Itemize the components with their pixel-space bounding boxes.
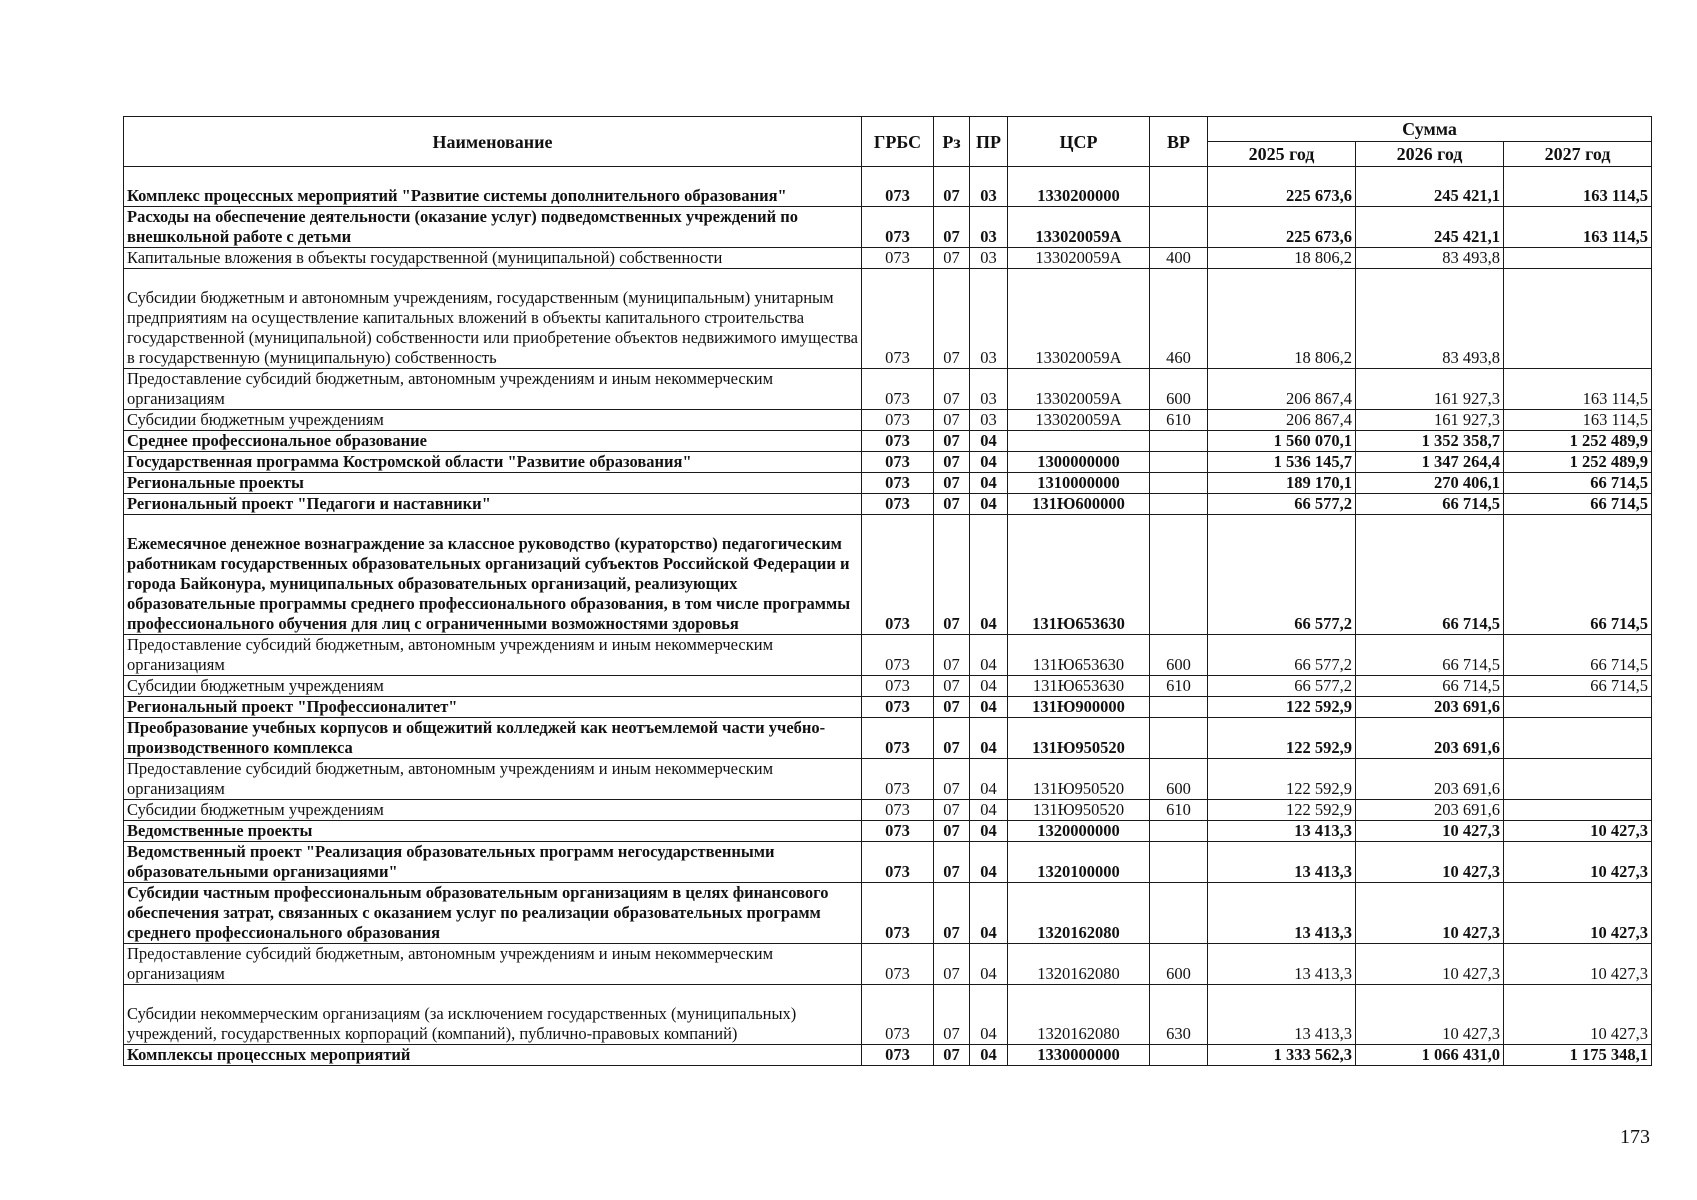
table-row bbox=[124, 635, 1652, 676]
cell-sum-2025: 189 170,1 bbox=[1208, 473, 1356, 494]
header-year-2027: 2027 год bbox=[1504, 142, 1652, 167]
cell-sum-2027: 66 714,5 bbox=[1504, 676, 1652, 697]
cell-pr: 04 bbox=[970, 515, 1008, 635]
cell-csr: 1320162080 bbox=[1008, 985, 1150, 1045]
table-row bbox=[124, 697, 1652, 718]
cell-sum-2026: 1 347 264,4 bbox=[1356, 452, 1504, 473]
cell-pr: 04 bbox=[970, 452, 1008, 473]
table-row bbox=[124, 452, 1652, 473]
cell-sum-2026: 203 691,6 bbox=[1356, 697, 1504, 718]
cell-name: Среднее профессиональное образование bbox=[124, 431, 862, 452]
cell-csr: 1300000000 bbox=[1008, 452, 1150, 473]
cell-sum-2025: 13 413,3 bbox=[1208, 883, 1356, 944]
cell-sum-2027 bbox=[1504, 718, 1652, 759]
cell-csr: 1330200000 bbox=[1008, 167, 1150, 207]
cell-rz: 07 bbox=[934, 452, 970, 473]
cell-grbs: 073 bbox=[862, 718, 934, 759]
table-row bbox=[124, 800, 1652, 821]
cell-sum-2026: 66 714,5 bbox=[1356, 515, 1504, 635]
cell-pr: 03 bbox=[970, 410, 1008, 431]
table-row bbox=[124, 676, 1652, 697]
cell-sum-2027: 163 114,5 bbox=[1504, 369, 1652, 410]
cell-pr: 04 bbox=[970, 759, 1008, 800]
cell-vr: 610 bbox=[1150, 676, 1208, 697]
cell-rz: 07 bbox=[934, 718, 970, 759]
cell-sum-2026: 66 714,5 bbox=[1356, 635, 1504, 676]
cell-csr: 1310000000 bbox=[1008, 473, 1150, 494]
cell-rz: 07 bbox=[934, 369, 970, 410]
cell-sum-2025: 206 867,4 bbox=[1208, 410, 1356, 431]
cell-pr: 04 bbox=[970, 800, 1008, 821]
table-row bbox=[124, 207, 1652, 248]
cell-name: Субсидии частным профессиональным образовательным организациям в целях финансового обеспечения затрат, связанных с оказанием услуг по реализации образовательных программ среднего профессионального образования bbox=[124, 883, 862, 944]
cell-sum-2026: 245 421,1 bbox=[1356, 207, 1504, 248]
table-row bbox=[124, 1045, 1652, 1066]
header-csr: ЦСР bbox=[1008, 117, 1150, 167]
table-row bbox=[124, 248, 1652, 269]
header-vr: ВР bbox=[1150, 117, 1208, 167]
cell-pr: 04 bbox=[970, 1045, 1008, 1066]
cell-sum-2027: 10 427,3 bbox=[1504, 842, 1652, 883]
cell-sum-2027: 10 427,3 bbox=[1504, 985, 1652, 1045]
cell-sum-2026: 10 427,3 bbox=[1356, 821, 1504, 842]
cell-sum-2025: 1 333 562,3 bbox=[1208, 1045, 1356, 1066]
cell-vr bbox=[1150, 515, 1208, 635]
cell-csr: 131Ю950520 bbox=[1008, 759, 1150, 800]
cell-sum-2027 bbox=[1504, 759, 1652, 800]
cell-sum-2026: 10 427,3 bbox=[1356, 883, 1504, 944]
cell-pr: 04 bbox=[970, 473, 1008, 494]
cell-vr: 600 bbox=[1150, 759, 1208, 800]
cell-pr: 04 bbox=[970, 842, 1008, 883]
cell-pr: 04 bbox=[970, 944, 1008, 985]
cell-sum-2027 bbox=[1504, 269, 1652, 369]
cell-csr: 131Ю950520 bbox=[1008, 718, 1150, 759]
cell-grbs: 073 bbox=[862, 883, 934, 944]
cell-sum-2027: 66 714,5 bbox=[1504, 515, 1652, 635]
cell-sum-2027: 66 714,5 bbox=[1504, 635, 1652, 676]
cell-sum-2025: 1 536 145,7 bbox=[1208, 452, 1356, 473]
cell-name: Капитальные вложения в объекты государственной (муниципальной) собственности bbox=[124, 248, 862, 269]
cell-sum-2027: 10 427,3 bbox=[1504, 883, 1652, 944]
table-row bbox=[124, 369, 1652, 410]
cell-pr: 04 bbox=[970, 676, 1008, 697]
cell-sum-2025: 66 577,2 bbox=[1208, 635, 1356, 676]
cell-grbs: 073 bbox=[862, 985, 934, 1045]
cell-rz: 07 bbox=[934, 635, 970, 676]
header-sum: Сумма bbox=[1208, 117, 1652, 142]
cell-name: Предоставление субсидий бюджетным, автономным учреждениям и иным некоммерческим организациям bbox=[124, 944, 862, 985]
cell-sum-2026: 66 714,5 bbox=[1356, 676, 1504, 697]
cell-vr: 610 bbox=[1150, 800, 1208, 821]
header-pr: ПР bbox=[970, 117, 1008, 167]
cell-name: Государственная программа Костромской области "Развитие образования" bbox=[124, 452, 862, 473]
table-row bbox=[124, 494, 1652, 515]
cell-sum-2025: 13 413,3 bbox=[1208, 985, 1356, 1045]
cell-vr bbox=[1150, 452, 1208, 473]
cell-sum-2027 bbox=[1504, 248, 1652, 269]
cell-rz: 07 bbox=[934, 269, 970, 369]
cell-pr: 04 bbox=[970, 635, 1008, 676]
budget-table bbox=[123, 116, 1652, 1066]
cell-name: Субсидии бюджетным учреждениям bbox=[124, 676, 862, 697]
cell-csr: 131Ю600000 bbox=[1008, 494, 1150, 515]
cell-sum-2026: 66 714,5 bbox=[1356, 494, 1504, 515]
cell-grbs: 073 bbox=[862, 800, 934, 821]
cell-name: Ведомственные проекты bbox=[124, 821, 862, 842]
cell-vr bbox=[1150, 207, 1208, 248]
cell-sum-2025: 206 867,4 bbox=[1208, 369, 1356, 410]
cell-pr: 04 bbox=[970, 494, 1008, 515]
cell-rz: 07 bbox=[934, 676, 970, 697]
cell-grbs: 073 bbox=[862, 248, 934, 269]
cell-grbs: 073 bbox=[862, 697, 934, 718]
cell-pr: 04 bbox=[970, 821, 1008, 842]
cell-sum-2026: 203 691,6 bbox=[1356, 759, 1504, 800]
cell-name: Субсидии бюджетным учреждениям bbox=[124, 800, 862, 821]
cell-sum-2025: 122 592,9 bbox=[1208, 718, 1356, 759]
cell-grbs: 073 bbox=[862, 494, 934, 515]
cell-vr bbox=[1150, 1045, 1208, 1066]
cell-sum-2026: 10 427,3 bbox=[1356, 842, 1504, 883]
cell-grbs: 073 bbox=[862, 821, 934, 842]
cell-pr: 04 bbox=[970, 883, 1008, 944]
cell-rz: 07 bbox=[934, 167, 970, 207]
cell-rz: 07 bbox=[934, 883, 970, 944]
cell-csr: 1320100000 bbox=[1008, 842, 1150, 883]
cell-sum-2026: 83 493,8 bbox=[1356, 269, 1504, 369]
cell-vr bbox=[1150, 883, 1208, 944]
cell-rz: 07 bbox=[934, 515, 970, 635]
cell-csr: 131Ю653630 bbox=[1008, 676, 1150, 697]
cell-csr: 131Ю950520 bbox=[1008, 800, 1150, 821]
cell-csr bbox=[1008, 431, 1150, 452]
table-row bbox=[124, 985, 1652, 1045]
cell-rz: 07 bbox=[934, 473, 970, 494]
cell-name: Субсидии бюджетным и автономным учреждениям, государственным (муниципальным) унитарным предприятиям на осуществление капитальных вложений в объекты капитального строительства государственной (муниципальной) собственности или приобретение объектов недвижимого имущества в государственную (муниципальную) собственность bbox=[124, 269, 862, 369]
cell-vr bbox=[1150, 718, 1208, 759]
cell-sum-2027: 163 114,5 bbox=[1504, 207, 1652, 248]
cell-rz: 07 bbox=[934, 1045, 970, 1066]
cell-grbs: 073 bbox=[862, 269, 934, 369]
cell-vr bbox=[1150, 473, 1208, 494]
cell-sum-2025: 18 806,2 bbox=[1208, 269, 1356, 369]
cell-sum-2026: 10 427,3 bbox=[1356, 985, 1504, 1045]
cell-grbs: 073 bbox=[862, 1045, 934, 1066]
cell-sum-2026: 245 421,1 bbox=[1356, 167, 1504, 207]
cell-name: Региональный проект "Профессионалитет" bbox=[124, 697, 862, 718]
cell-name: Предоставление субсидий бюджетным, автономным учреждениям и иным некоммерческим организациям bbox=[124, 369, 862, 410]
cell-csr: 131Ю653630 bbox=[1008, 515, 1150, 635]
table-row bbox=[124, 473, 1652, 494]
cell-grbs: 073 bbox=[862, 207, 934, 248]
cell-name: Субсидии бюджетным учреждениям bbox=[124, 410, 862, 431]
header-year-2025: 2025 год bbox=[1208, 142, 1356, 167]
cell-rz: 07 bbox=[934, 494, 970, 515]
cell-vr: 630 bbox=[1150, 985, 1208, 1045]
cell-pr: 03 bbox=[970, 207, 1008, 248]
cell-sum-2026: 10 427,3 bbox=[1356, 944, 1504, 985]
cell-pr: 03 bbox=[970, 269, 1008, 369]
cell-sum-2026: 1 352 358,7 bbox=[1356, 431, 1504, 452]
cell-sum-2027: 66 714,5 bbox=[1504, 473, 1652, 494]
cell-grbs: 073 bbox=[862, 676, 934, 697]
cell-vr: 600 bbox=[1150, 369, 1208, 410]
cell-rz: 07 bbox=[934, 944, 970, 985]
cell-vr bbox=[1150, 697, 1208, 718]
table-row bbox=[124, 821, 1652, 842]
cell-sum-2026: 83 493,8 bbox=[1356, 248, 1504, 269]
cell-pr: 04 bbox=[970, 985, 1008, 1045]
cell-pr: 03 bbox=[970, 369, 1008, 410]
cell-rz: 07 bbox=[934, 697, 970, 718]
cell-sum-2025: 122 592,9 bbox=[1208, 800, 1356, 821]
cell-grbs: 073 bbox=[862, 431, 934, 452]
cell-pr: 04 bbox=[970, 697, 1008, 718]
cell-name: Региональные проекты bbox=[124, 473, 862, 494]
cell-name: Комплексы процессных мероприятий bbox=[124, 1045, 862, 1066]
cell-sum-2025: 1 560 070,1 bbox=[1208, 431, 1356, 452]
table-row bbox=[124, 718, 1652, 759]
cell-vr: 400 bbox=[1150, 248, 1208, 269]
cell-csr: 1330000000 bbox=[1008, 1045, 1150, 1066]
table-row bbox=[124, 431, 1652, 452]
cell-sum-2027: 10 427,3 bbox=[1504, 944, 1652, 985]
cell-grbs: 073 bbox=[862, 635, 934, 676]
cell-vr bbox=[1150, 494, 1208, 515]
cell-sum-2025: 13 413,3 bbox=[1208, 821, 1356, 842]
cell-sum-2025: 225 673,6 bbox=[1208, 207, 1356, 248]
cell-rz: 07 bbox=[934, 842, 970, 883]
cell-sum-2026: 203 691,6 bbox=[1356, 718, 1504, 759]
cell-name: Субсидии некоммерческим организациям (за исключением государственных (муниципальных) учреждений, государственных корпораций (компаний), публично-правовых компаний) bbox=[124, 985, 862, 1045]
cell-name: Комплекс процессных мероприятий "Развитие системы дополнительного образования" bbox=[124, 167, 862, 207]
table-row bbox=[124, 883, 1652, 944]
cell-csr: 133020059А bbox=[1008, 207, 1150, 248]
table-body bbox=[124, 167, 1652, 1066]
cell-pr: 04 bbox=[970, 718, 1008, 759]
table-row bbox=[124, 515, 1652, 635]
cell-sum-2027: 66 714,5 bbox=[1504, 494, 1652, 515]
cell-csr: 131Ю653630 bbox=[1008, 635, 1150, 676]
header-year-2026: 2026 год bbox=[1356, 142, 1504, 167]
cell-csr: 133020059А bbox=[1008, 410, 1150, 431]
cell-csr: 1320162080 bbox=[1008, 944, 1150, 985]
cell-pr: 03 bbox=[970, 248, 1008, 269]
cell-vr: 460 bbox=[1150, 269, 1208, 369]
cell-sum-2027: 1 175 348,1 bbox=[1504, 1045, 1652, 1066]
cell-sum-2025: 122 592,9 bbox=[1208, 697, 1356, 718]
cell-csr: 1320162080 bbox=[1008, 883, 1150, 944]
cell-rz: 07 bbox=[934, 207, 970, 248]
cell-pr: 04 bbox=[970, 431, 1008, 452]
cell-sum-2026: 1 066 431,0 bbox=[1356, 1045, 1504, 1066]
cell-csr: 131Ю900000 bbox=[1008, 697, 1150, 718]
cell-rz: 07 bbox=[934, 985, 970, 1045]
cell-rz: 07 bbox=[934, 800, 970, 821]
cell-sum-2027 bbox=[1504, 800, 1652, 821]
cell-sum-2027: 163 114,5 bbox=[1504, 167, 1652, 207]
cell-sum-2025: 66 577,2 bbox=[1208, 676, 1356, 697]
header-name: Наименование bbox=[124, 117, 862, 167]
cell-vr: 610 bbox=[1150, 410, 1208, 431]
cell-vr: 600 bbox=[1150, 944, 1208, 985]
cell-pr: 03 bbox=[970, 167, 1008, 207]
header-rz: Рз bbox=[934, 117, 970, 167]
cell-grbs: 073 bbox=[862, 410, 934, 431]
cell-vr bbox=[1150, 821, 1208, 842]
cell-sum-2027: 1 252 489,9 bbox=[1504, 452, 1652, 473]
cell-sum-2025: 18 806,2 bbox=[1208, 248, 1356, 269]
cell-name: Предоставление субсидий бюджетным, автономным учреждениям и иным некоммерческим организациям bbox=[124, 635, 862, 676]
cell-csr: 133020059А bbox=[1008, 248, 1150, 269]
cell-name: Ведомственный проект "Реализация образовательных программ негосударственными образовательными организациями" bbox=[124, 842, 862, 883]
cell-name: Региональный проект "Педагоги и наставники" bbox=[124, 494, 862, 515]
header-grbs: ГРБС bbox=[862, 117, 934, 167]
cell-sum-2027: 10 427,3 bbox=[1504, 821, 1652, 842]
cell-csr: 133020059А bbox=[1008, 369, 1150, 410]
cell-sum-2025: 66 577,2 bbox=[1208, 515, 1356, 635]
cell-sum-2025: 13 413,3 bbox=[1208, 944, 1356, 985]
cell-sum-2025: 225 673,6 bbox=[1208, 167, 1356, 207]
cell-sum-2027 bbox=[1504, 697, 1652, 718]
cell-sum-2026: 161 927,3 bbox=[1356, 369, 1504, 410]
table-row bbox=[124, 759, 1652, 800]
cell-sum-2027: 163 114,5 bbox=[1504, 410, 1652, 431]
cell-csr: 133020059А bbox=[1008, 269, 1150, 369]
table-row bbox=[124, 842, 1652, 883]
table-row bbox=[124, 269, 1652, 369]
cell-sum-2026: 203 691,6 bbox=[1356, 800, 1504, 821]
cell-sum-2025: 66 577,2 bbox=[1208, 494, 1356, 515]
cell-grbs: 073 bbox=[862, 369, 934, 410]
cell-rz: 07 bbox=[934, 821, 970, 842]
cell-rz: 07 bbox=[934, 248, 970, 269]
cell-name: Расходы на обеспечение деятельности (оказание услуг) подведомственных учреждений по внешкольной работе с детьми bbox=[124, 207, 862, 248]
cell-sum-2025: 122 592,9 bbox=[1208, 759, 1356, 800]
cell-vr bbox=[1150, 842, 1208, 883]
cell-rz: 07 bbox=[934, 431, 970, 452]
cell-name: Предоставление субсидий бюджетным, автономным учреждениям и иным некоммерческим организациям bbox=[124, 759, 862, 800]
cell-grbs: 073 bbox=[862, 944, 934, 985]
cell-grbs: 073 bbox=[862, 473, 934, 494]
cell-rz: 07 bbox=[934, 759, 970, 800]
cell-vr: 600 bbox=[1150, 635, 1208, 676]
cell-sum-2025: 13 413,3 bbox=[1208, 842, 1356, 883]
table-row bbox=[124, 944, 1652, 985]
page-number: 173 bbox=[1620, 1126, 1650, 1148]
table-header bbox=[124, 117, 1652, 167]
cell-sum-2026: 161 927,3 bbox=[1356, 410, 1504, 431]
cell-grbs: 073 bbox=[862, 452, 934, 473]
cell-sum-2027: 1 252 489,9 bbox=[1504, 431, 1652, 452]
cell-name: Преобразование учебных корпусов и общежитий колледжей как неотъемлемой части учебно-производственного комплекса bbox=[124, 718, 862, 759]
cell-rz: 07 bbox=[934, 410, 970, 431]
cell-vr bbox=[1150, 167, 1208, 207]
cell-name: Ежемесячное денежное вознаграждение за классное руководство (кураторство) педагогическим работникам государственных образовательных организаций субъектов Российской Федерации и города Байконура, муниципальных образовательных организаций, реализующих образовательные программы среднего профессионального образования, в том числе программы профессионального обучения для лиц с ограниченными возможностями здоровья bbox=[124, 515, 862, 635]
cell-grbs: 073 bbox=[862, 842, 934, 883]
cell-grbs: 073 bbox=[862, 759, 934, 800]
cell-grbs: 073 bbox=[862, 167, 934, 207]
table-row bbox=[124, 410, 1652, 431]
cell-grbs: 073 bbox=[862, 515, 934, 635]
table-row bbox=[124, 167, 1652, 207]
cell-vr bbox=[1150, 431, 1208, 452]
cell-csr: 1320000000 bbox=[1008, 821, 1150, 842]
cell-sum-2026: 270 406,1 bbox=[1356, 473, 1504, 494]
